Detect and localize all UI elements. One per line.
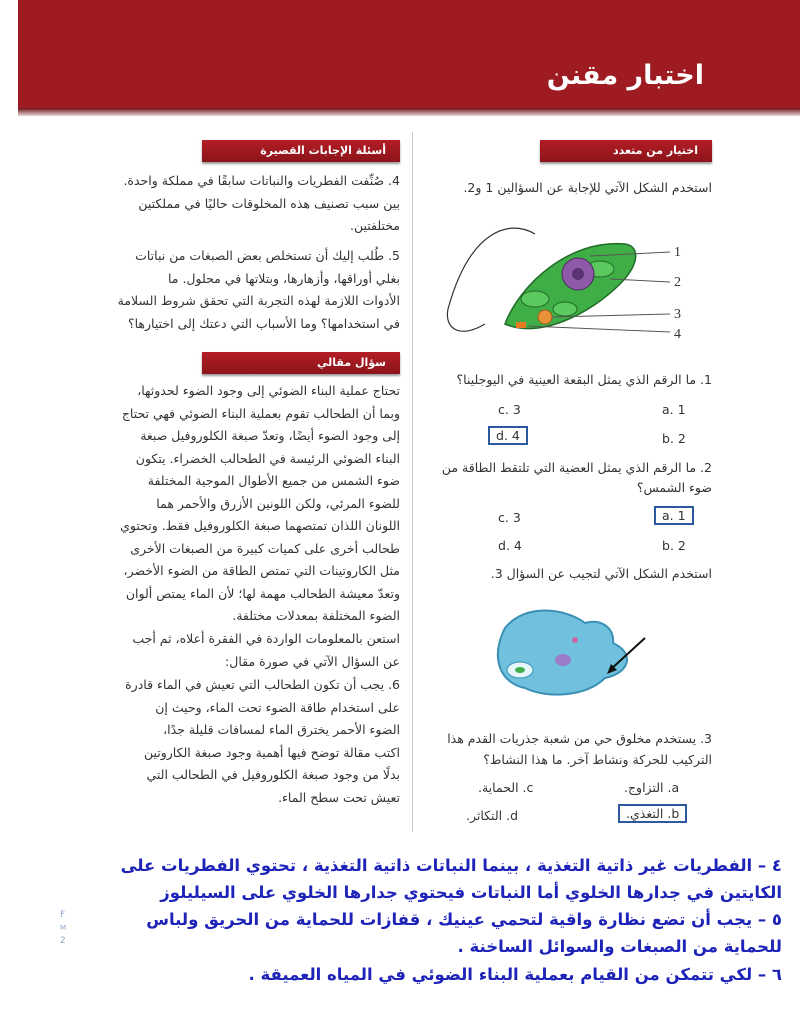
q5-line: الأدوات اللازمة لهذه التجربة التي تحقق شروط السلامة <box>117 293 400 308</box>
q6-line: على استخدام طاقة الضوء تحت الماء، وحيث إن <box>155 699 400 715</box>
tab-essay: سؤال مقالي <box>202 352 400 374</box>
essay-line: مثل الكاروتينات التي تمتص الطاقة من الضوء الأخضر، <box>123 563 400 578</box>
amoeba-diagram <box>485 598 675 708</box>
q1-option-b: 2 .b <box>662 431 686 446</box>
essay-line: اللونان اللذان تمتصهما صبغة الكلوروفيل فقط. وتحتوي <box>120 518 400 533</box>
q2-option-d: 4 .d <box>498 538 522 553</box>
q3-line: 3. يستخدم مخلوق حي من شعبة جذريات القدم هذا <box>447 731 712 746</box>
q4-line: بين سبب تصنيف هذه المخلوقات حاليًا في مملكتين <box>138 195 400 211</box>
tab-short-answers: أسئلة الإجابات القصيرة <box>202 140 400 162</box>
side-mark: 2 <box>60 936 66 946</box>
essay-line: البناء الضوئي الرئيسة في الطحالب الخضراء. يتكون <box>135 450 400 466</box>
amoeba-body <box>498 611 627 695</box>
instr-line: استعن بالمعلومات الواردة في الفقرة أعلاه، ثم أجب <box>132 631 400 646</box>
answer-line: الكايتين في جدارها الخلوي أما النباتات فيحتوي جدارها الخلوي على السيليلوز <box>160 883 782 902</box>
q3-option-d: d. التكاثر. <box>466 808 518 823</box>
food-particle <box>515 667 525 673</box>
nucleolus <box>572 268 584 280</box>
pointer-line <box>528 326 670 332</box>
q2-option-c: 3 .c <box>498 510 521 525</box>
essay-line: وتعدّ معيشة الطحالب مهمة لها؛ لأن الماء يمتص ألوان <box>125 585 400 601</box>
q1-option-c: 3 .c <box>498 402 521 417</box>
answer-line: ٦ – لكي تتمكن من القيام بعملية البناء الضوئي في المياه العميقة . <box>248 965 782 984</box>
question-3 <box>412 728 712 770</box>
answer-line: ٤ – الفطريات غير ذاتية التغذية ، بينما النباتات ذاتية التغذية ، تحتوي الفطريات على <box>120 856 782 875</box>
q5-line: بغلي أوراقها، وأزهارها، وبتلاتها في محلول. ما <box>167 270 400 286</box>
header-bar <box>18 0 800 108</box>
q6-line: بدلًا من وجود صبغة الكلوروفيل في الطحالب التي <box>146 767 400 782</box>
side-mark: M <box>60 924 67 932</box>
euglena-diagram <box>440 214 690 354</box>
q3-option-b-selected: b. التغذي. <box>618 804 687 823</box>
q6-line: 6. يجب أن تكون الطحالب التي تعيش في الماء قادرة <box>125 677 400 692</box>
q6-line: اكتب مقالة توضح فيها أهمية وجود صبغة الكاروتين <box>143 744 400 760</box>
chloroplast <box>553 302 577 316</box>
q2-line: 2. ما الرقم الذي يمثل العضية التي تلتقط الطاقة من <box>441 460 712 475</box>
chloroplast <box>521 291 549 307</box>
essay-instruction <box>28 628 400 673</box>
q5-line: 5. طُلب إليك أن تستخلص بعض الصبغات من نباتات <box>135 248 400 263</box>
question-2 <box>412 458 712 498</box>
essay-line: تحتاج عملية البناء الضوئي إلى وجود الضوء لحدوثها، <box>137 383 400 398</box>
essay-line: وبما أن الطحالب تقوم بعملية البناء الضوئي فهي تحتاج <box>121 405 400 421</box>
label-3: 3 <box>674 307 681 322</box>
question-1: 1. ما الرقم الذي يمثل البقعة العينية في اليوجلينا؟ <box>456 372 712 387</box>
q1-option-d-selected: 4 .d <box>488 426 528 445</box>
instruction-1: استخدم الشكل الآتي للإجابة عن السؤالين 1 و2. <box>463 180 712 195</box>
q6-line: الضوء الأحمر يخترق الماء لمسافات قليلة جدًا، <box>163 722 400 737</box>
header-shadow <box>18 108 800 116</box>
question-4 <box>28 170 400 238</box>
q2-line: ضوء الشمس؟ <box>636 480 712 495</box>
q3-option-c: c. الحماية. <box>478 780 534 795</box>
q3-option-a: a. التزاوج. <box>624 780 680 795</box>
essay-line: طحالب أخرى على كميات كبيرة من الصبغات الأخرى <box>130 540 400 556</box>
essay-line: للضوء المرئي، ولكن اللونين الأزرق والأحمر هما <box>156 495 400 511</box>
question-6 <box>28 674 400 809</box>
essay-paragraph <box>28 380 400 628</box>
label-1: 1 <box>674 245 681 260</box>
q5-line: في استخدامها؟ وما الأسباب التي دعتك إلى اختيارها؟ <box>127 315 400 331</box>
essay-line: ضوء الشمس من جميع الأطوال الموجية المختلفة <box>147 473 400 488</box>
essay-line: إلى وجود الضوء أيضًا، وتعدّ صبغة الكلوروفيل صبغة <box>140 428 400 443</box>
question-5 <box>28 245 400 335</box>
instruction-2: استخدم الشكل الآتي لتجيب عن السؤال 3. <box>490 566 712 581</box>
q2-option-a-selected: 1 .a <box>654 506 694 525</box>
label-4: 4 <box>674 327 681 342</box>
side-mark: F <box>60 910 66 920</box>
answer-line: للحماية من الصبغات والسوائل الساخنة . <box>457 937 782 956</box>
nucleus <box>555 654 571 666</box>
q2-option-b: 2 .b <box>662 538 686 553</box>
essay-line: الضوء المختلفة بمعدلات مختلفة. <box>232 608 400 623</box>
q3-line: التركيب للحركة ونشاط آخر. ما هذا النشاط؟ <box>483 752 712 767</box>
q6-line: تعيش تحت سطح الماء. <box>278 789 400 805</box>
q4-line: 4. صُنِّفت الفطريات والنباتات سابقًا في مملكة واحدة. <box>123 173 400 188</box>
answer-line: ٥ – يجب أن تضع نظارة واقية لتحمي عينيك ، قفازات للحماية من الحريق ولباس <box>146 910 782 929</box>
page-title: اختبار مقنن <box>546 60 704 91</box>
instr-line: عن السؤال الآتي في صورة مقال: <box>225 653 400 669</box>
vacuole <box>572 637 578 643</box>
tab-multiple-choice: اختيار من متعدد <box>540 140 712 162</box>
eyespot <box>538 310 552 324</box>
q1-option-a: 1 .a <box>662 402 686 417</box>
q4-line: مختلفتين. <box>349 218 400 233</box>
label-2: 2 <box>674 275 681 290</box>
organelle <box>516 322 526 328</box>
